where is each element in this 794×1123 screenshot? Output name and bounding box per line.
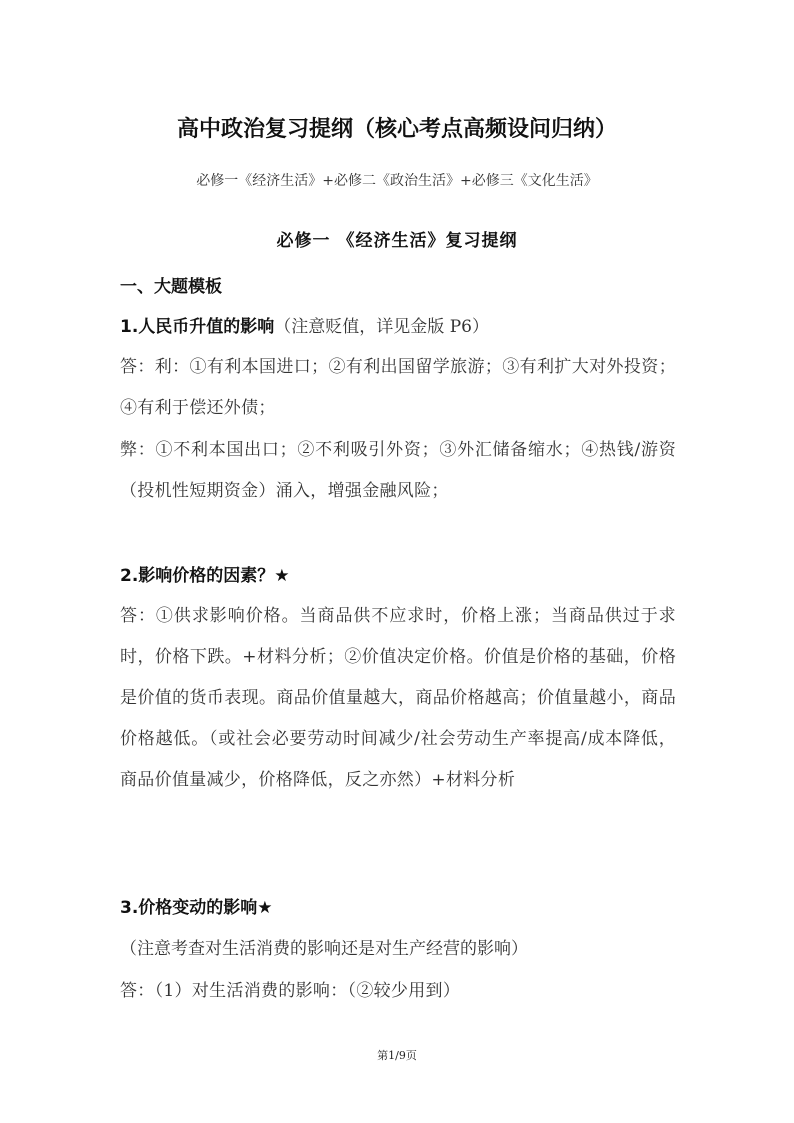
question-title: 1.人民币升值的影响 (120, 317, 275, 337)
page-number: 第1/9页 (377, 1049, 417, 1062)
question-1-answer-disadvantages: 弊：①不利本国出口；②不利吸引外资；③外汇储备缩水；④热钱/游资（投机性短期资金）涌入，增强金融风险； (120, 440, 676, 501)
question-title: 3.价格变动的影响★ (120, 898, 273, 918)
document-title: 高中政治复习提纲（核心考点高频设问归纳） (176, 117, 617, 142)
question-3-title (120, 888, 680, 970)
question-note: （注意考查对生活消费的影响还是对生产经营的影响） (120, 939, 528, 959)
question-title: 2.影响价格的因素？★ (120, 566, 290, 586)
document-subtitle: 必修一《经济生活》+必修二《政治生活》+必修三《文化生活》 (196, 173, 598, 189)
question-3-answer: 答：（1）对生活消费的影响：（②较少用到） (120, 981, 461, 1001)
question-2-title (120, 556, 680, 596)
question-note: （注意贬值，详见金版 P6） (274, 317, 489, 337)
part-heading: 一、大题模板 (120, 277, 222, 297)
question-1-title (120, 307, 680, 347)
question-2-answer: 答：①供求影响价格。当商品供不应求时，价格上涨；当商品供过于求时，价格下跌。+材料分析；②价值决定价格。价值是价格的基础，价格是价值的货币表现。商品价值量越大，商品价格越高；价值量越小，商品价格越低。（或社会必要劳动时间减少/社会劳动生产率提高/成本降低，商品价值量减少，价格降低，反之亦然）+材料分析 (120, 606, 676, 790)
question-1-answer-advantages: 答：利：①有利本国进口；②有利出国留学旅游；③有利扩大对外投资；④有利于偿还外债； (120, 357, 676, 418)
section-title: 必修一 《经济生活》复习提纲 (276, 231, 518, 251)
